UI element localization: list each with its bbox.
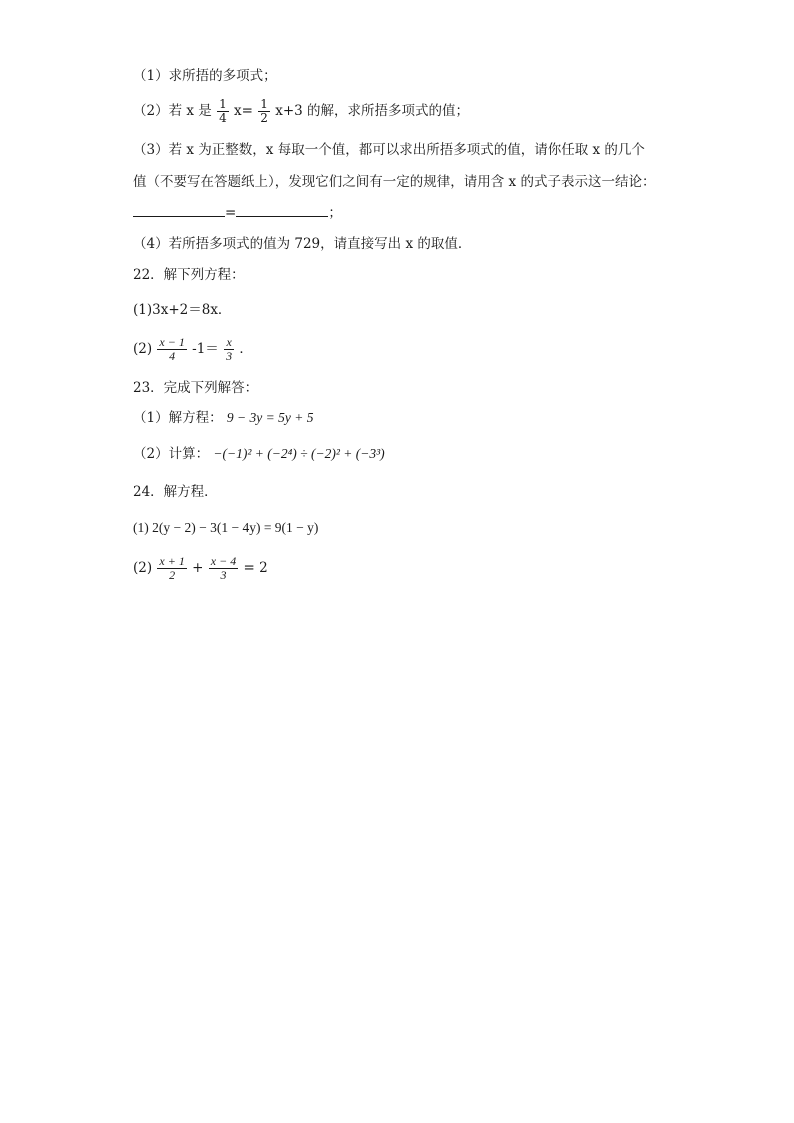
q21-part2-pre: （2）若 x 是 (133, 103, 212, 119)
q23-part2 (133, 444, 385, 464)
q23-part1 (133, 408, 313, 428)
q23-part1-equation: 9 − 3y = 5y + 5 (226, 410, 314, 425)
fraction-x-minus-4-over-3 (209, 555, 238, 582)
q22-title: 22．解下列方程： (133, 267, 245, 283)
q21-part2-post: x+3 的解，求所捂多项式的值； (275, 103, 470, 119)
q21-part2-mid: x= (234, 103, 253, 119)
frac-den: 3 (226, 349, 233, 363)
q22-eq1: (1)3x+2＝8x． (133, 302, 232, 318)
answer-blank-right[interactable] (236, 202, 328, 217)
fraction-x-plus-1-over-2 (157, 555, 186, 582)
answer-blank-left[interactable] (133, 202, 225, 217)
frac-num: x − 4 (210, 554, 237, 568)
fraction-one-half (258, 98, 270, 125)
frac-num: x (224, 336, 234, 350)
q23-title: 23．完成下列解答： (133, 380, 259, 396)
q21-part3-answer (133, 202, 342, 223)
q23-part1-label: （1）解方程： (133, 410, 223, 426)
fraction-x-minus-1-over-4 (157, 336, 186, 363)
frac-den: 4 (219, 111, 227, 125)
q24-eq2-rhs: = 2 (243, 560, 268, 576)
q22-eq2-end: ． (239, 341, 253, 357)
plus-sign: + (192, 560, 204, 576)
q21-part3-line1: （3）若 x 为正整数，x 每取一个值，都可以求出所捂多项式的值，请你任取 x 的几个 (133, 142, 645, 158)
q24-eq2 (133, 555, 268, 582)
q24-eq2-label: (2) (133, 560, 153, 576)
frac-num: x − 1 (159, 335, 185, 349)
q22-eq2-label: (2) (133, 341, 153, 357)
q21-part3-line2: 值（不要写在答题纸上），发现它们之间有一定的规律，请用含 x 的式子表示这一结论： (133, 174, 656, 190)
q23-part2-label: （2）计算： (133, 446, 210, 462)
frac-den: 3 (220, 568, 227, 582)
frac-num: 1 (219, 97, 227, 111)
fraction-one-quarter (217, 98, 229, 125)
frac-den: 4 (169, 349, 176, 363)
semicolon: ； (328, 205, 342, 221)
q21-part4: （4）若所捂多项式的值为 729，请直接写出 x 的取值． (133, 236, 472, 252)
q21-part2 (133, 98, 469, 125)
frac-num: x + 1 (159, 554, 185, 568)
q24-title: 24．解方程． (133, 484, 218, 500)
frac-den: 2 (260, 111, 268, 125)
q24-eq1: (1) 2(y − 2) − 3(1 − 4y) = 9(1 − y) (133, 520, 319, 535)
frac-num: 1 (260, 97, 268, 111)
q22-eq2-mid: -1＝ (192, 341, 219, 357)
q21-part1: （1）求所捂的多项式； (133, 68, 277, 84)
q22-eq2 (133, 336, 253, 363)
q23-part2-expression: −(−1)² + (−2⁴) ÷ (−2)² + (−3³) (213, 446, 385, 461)
frac-den: 2 (169, 568, 176, 582)
equals-sign: = (225, 205, 237, 221)
fraction-x-over-3 (224, 336, 234, 363)
